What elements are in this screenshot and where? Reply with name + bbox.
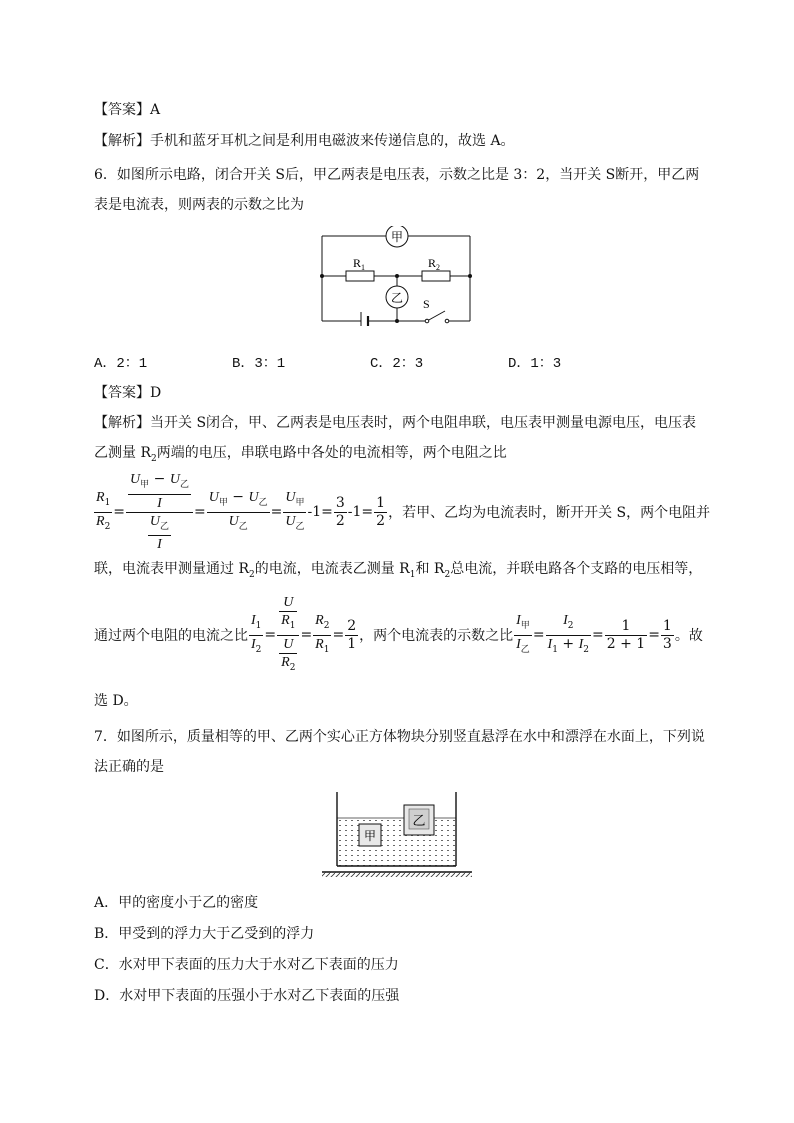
r2-label: $R_2$ [428,256,441,272]
q7-container-diagram [320,788,475,880]
q6-analysis-line1: 【解析】当开关 S闭合，甲、乙两表是电压表时，两个电阻串联，电压表甲测量电源电压，电压表 [94,415,697,431]
r1-label: $R_1$ [353,256,366,272]
meter-jia-label: 甲 [390,230,404,244]
q6-stem-line1: 6．如图所示电路，闭合开关 S后，甲乙两表是电压表，示数之比是 3：2，当开关 S断开，甲乙两 [94,167,700,183]
q6-option-c: C．2：3 [370,356,424,372]
q7-option-c: C．水对甲下表面的压力大于水对乙下表面的压力 [94,957,399,973]
q6-analysis-line4: 联，电流表甲测量通过 $R_2$的电流，电流表乙测量 $R_1$和 $R_2$总电流，并联电路各个支路的电压相等， [94,561,703,580]
meter-yi-label: 乙 [390,291,404,305]
q7-stem-line2: 法正确的是 [94,759,164,775]
block-jia-label: 甲 [363,829,377,843]
q6-option-a: A．2：1 [94,356,148,372]
block-yi-label: 乙 [412,813,426,828]
switch-label: S [423,297,430,311]
q7-option-a: A．甲的密度小于乙的密度 [94,895,259,911]
q6-stem-line2: 表是电流表，则两表的示数之比为 [94,197,304,213]
q6-analysis-line2: 乙测量 $R_2$两端的电压，串联电路中各处的电流相等，两个电阻之比 [94,445,507,464]
q6-formula-resistance-ratio: $\frac{R_1}{R_2}$ = $\frac{\frac{U_甲 - U_乙}{I}}{\frac{U_乙}{I}}$ = $\frac{U_甲 - U_乙}{U_乙}$ = $\frac{U_甲}{U_乙}$ -1= $\frac{3}{2}$ -1= $\frac{1}{2}$ ，若甲、乙均为电流表时，断开开关 S，两个电阻并 [96,470,711,553]
q5-analysis: 【解析】手机和蓝牙耳机之间是利用电磁波来传递信息的，故选 A。 [94,133,515,149]
q5-answer: 【答案】A [94,102,161,118]
q6-circuit-diagram [315,226,480,326]
q7-option-b: B．甲受到的浮力大于乙受到的浮力 [94,926,315,942]
q6-option-d: D．1：3 [508,356,562,372]
q6-formula-current-ratio: 通过两个电阻的电流之比 $\frac{I_1}{I_2}$ = $\frac{\frac{U}{R_1}}{\frac{U}{R_2}}$ = $\frac{R_2}{R_1}$ = $\frac{2}{1}$ ，两个电流表的示数之比 $\frac{I_甲}{I_乙}$ = $\frac{I_2}{I_1 + I_2}$ = $\frac{1}{2 + 1}$ = $\frac{1}{3}$ 。故 [94,594,703,673]
q7-stem-line1: 7．如图所示，质量相等的甲、乙两个实心正方体物块分别竖直悬浮在水中和漂浮在水面上，下列说 [94,729,705,745]
q7-option-d: D．水对甲下表面的压强小于水对乙下表面的压强 [94,988,400,1004]
q6-option-b: B．3：1 [232,356,286,372]
q6-answer: 【答案】D [94,385,162,401]
q6-analysis-end: 选 D。 [94,693,138,709]
